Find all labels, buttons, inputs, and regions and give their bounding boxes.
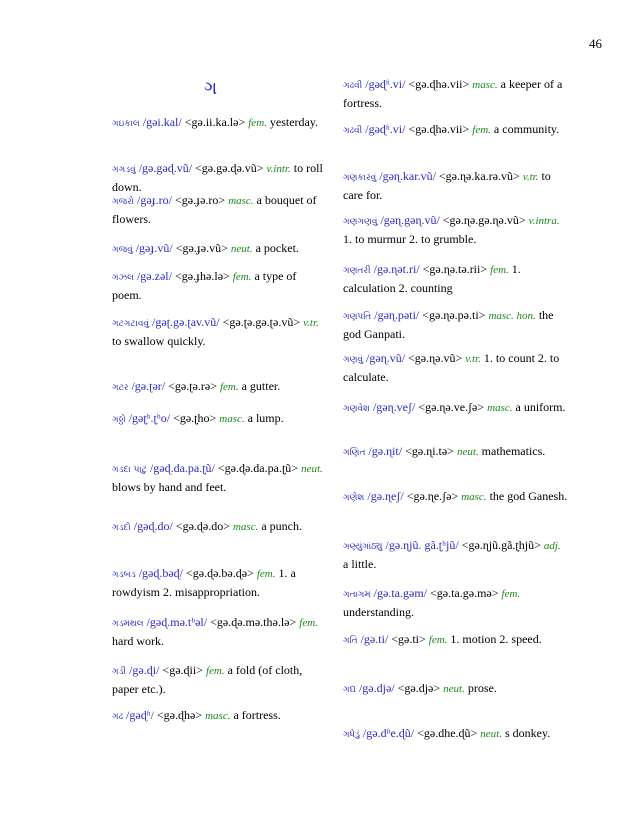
ipa-transcription: /gə.ta.gəm/ [373, 586, 427, 600]
ipa-transcription: /gəɖʱ.vi/ [365, 122, 406, 136]
headword-gujarati: ગણગણવું [343, 217, 378, 227]
ipa-transcription: /gəɳ.pəti/ [374, 308, 420, 322]
syllable-transliteration: <gə.ɖhə.vii> [408, 122, 470, 136]
part-of-speech: fem. [501, 588, 521, 600]
syllable-transliteration: <gə.ta.gə.mə> [430, 586, 499, 600]
headword-gujarati: ગજરો [112, 197, 134, 207]
dictionary-entry [343, 443, 568, 462]
headword-gujarati: ગડમથલ [112, 619, 144, 629]
ipa-transcription: /gə.ɖi/ [129, 663, 160, 677]
dictionary-entry [112, 192, 327, 228]
ipa-transcription: /gəi.kal/ [142, 115, 182, 129]
ipa-transcription: /gəɳ.gəɳ.vũ/ [380, 213, 440, 227]
dictionary-entry [343, 121, 568, 140]
ipa-transcription: /gə.gəɖ.vũ/ [138, 161, 193, 175]
part-of-speech: neut. [480, 728, 502, 740]
syllable-transliteration: <gə.ɳə.pə.ti> [422, 308, 486, 322]
syllable-transliteration: <gə.ɖə.da.pa.ʈ̣ũ> [217, 461, 299, 475]
headword-gujarati: ગટગટાવવું [112, 319, 150, 329]
ipa-transcription: /gəɖʱ/ [126, 708, 154, 722]
dictionary-entry [343, 261, 568, 297]
syllable-transliteration: <gə.djə> [397, 681, 441, 695]
ipa-transcription: /gəɟ.vũ/ [135, 241, 173, 255]
part-of-speech: masc. [219, 413, 245, 425]
ipa-transcription: /gə.ɳjũ. gã.ʈ̣ʰjũ/ [385, 538, 459, 552]
part-of-speech: neut. [230, 243, 253, 255]
syllable-transliteration: <gə.ɳi.tə> [405, 444, 454, 458]
headword-gujarati: ગઝલ [112, 273, 134, 283]
dictionary-entry [112, 565, 327, 601]
ipa-transcription: /gə.ɳət.ri/ [373, 262, 420, 276]
syllable-transliteration: <gə.ɳə.vũ> [408, 351, 463, 365]
part-of-speech: fem. [472, 124, 491, 136]
ipa-transcription: /gəɳ.vũ/ [366, 351, 406, 365]
syllable-transliteration: <gə.ɟə.vũ> [175, 241, 228, 255]
ipa-transcription: /gəɖ.bəɖ/ [138, 566, 184, 580]
part-of-speech: fem. [428, 634, 448, 646]
english-gloss: a bouquet of flowers. [112, 193, 317, 226]
dictionary-entry [343, 585, 568, 621]
syllable-transliteration: <gə.ti> [391, 632, 426, 646]
part-of-speech: masc. [228, 195, 254, 207]
part-of-speech: masc. [461, 491, 487, 503]
english-gloss: hard work. [112, 634, 164, 648]
dictionary-entry [343, 76, 568, 112]
english-gloss: the god Ganesh. [489, 489, 568, 503]
syllable-transliteration: <gə.ɳə.ka.rə.vũ> [438, 169, 520, 183]
part-of-speech: masc. [487, 402, 513, 414]
ipa-transcription: /gəʈ̣ʰ.ʈ̣ʰo/ [128, 411, 171, 425]
section-heading-letter: ગ [204, 78, 218, 98]
dictionary-entry [343, 168, 568, 204]
part-of-speech: fem. [232, 271, 252, 283]
dictionary-entry [343, 725, 568, 744]
english-gloss: a punch. [261, 519, 302, 533]
ipa-transcription: /gəɖ.da.pa.ʈ̣ũ/ [149, 461, 215, 475]
ipa-transcription: /gəɳ.kar.vũ/ [379, 169, 436, 183]
headword-gujarati: ગઢ [112, 712, 124, 722]
ipa-transcription: /gəɖ.mə.tʰəl/ [146, 615, 208, 629]
ipa-transcription: /gəɖ.do/ [133, 519, 173, 533]
english-gloss: to swallow quickly. [112, 334, 206, 348]
part-of-speech: masc. [232, 521, 259, 533]
headword-gujarati: ગઢવી [343, 81, 363, 91]
syllable-transliteration: <gə.ɖii> [162, 663, 203, 677]
dictionary-entry [112, 662, 327, 698]
part-of-speech: v.tr. [465, 353, 481, 365]
dictionary-entry [343, 212, 568, 248]
part-of-speech: fem. [299, 617, 318, 629]
ipa-transcription: /gəɖʱ.vi/ [365, 77, 406, 91]
english-gloss: a little. [343, 557, 377, 571]
dictionary-entry [112, 314, 327, 350]
dictionary-entry [343, 399, 568, 418]
dictionary-entry [343, 488, 568, 507]
english-gloss: a community. [493, 122, 560, 136]
part-of-speech: masc. hon. [488, 310, 536, 322]
english-gloss: a fortress. [233, 708, 281, 722]
english-gloss: a fold (of cloth, paper etc.). [112, 663, 303, 696]
headword-gujarati: ગઢવી [343, 126, 363, 136]
syllable-transliteration: <gə.ɳə.gə.ɳə.vũ> [442, 213, 526, 227]
dictionary-entry [112, 268, 327, 304]
syllable-transliteration: <gə.ʈ̣ho> [173, 411, 217, 425]
part-of-speech: neut. [443, 683, 465, 695]
part-of-speech: neut. [456, 446, 479, 458]
syllable-transliteration: <gə.ɳe.ʃə> [406, 489, 459, 503]
headword-gujarati: ગજવું [112, 245, 133, 255]
dictionary-entry [343, 680, 568, 699]
ipa-transcription: /gə.ɳeʃ/ [367, 489, 404, 503]
syllable-transliteration: <gə.ʈə.gə.ʈə.vũ> [222, 315, 301, 329]
syllable-transliteration: <gə.ʈə.rə> [168, 379, 217, 393]
headword-gujarati: ગડી [112, 667, 127, 677]
headword-gujarati: ગતાગમ [343, 590, 371, 600]
english-gloss: a keeper of a fortress. [343, 77, 563, 110]
english-gloss: 1. a rowdyism 2. misappropriation. [112, 566, 296, 599]
part-of-speech: fem. [256, 568, 276, 580]
part-of-speech: adj. [543, 540, 561, 552]
syllable-transliteration: <gə.ɖhə> [156, 708, 203, 722]
english-gloss: a gutter. [241, 379, 281, 393]
english-gloss: a type of poem. [112, 269, 297, 302]
english-gloss: understanding. [343, 605, 414, 619]
headword-gujarati: ગડદા પાટું [112, 465, 147, 475]
page-number: 46 [589, 36, 602, 51]
dictionary-entry [343, 350, 568, 386]
ipa-transcription: /gəɳ.veʃ/ [372, 400, 416, 414]
dictionary-entry [112, 160, 327, 196]
english-gloss: the god Ganpati. [343, 308, 554, 341]
english-gloss: 1. motion 2. speed. [450, 632, 542, 646]
syllable-transliteration: <gə.ɖə.mə.thə.lə> [210, 615, 297, 629]
ipa-transcription: /gə.zəl/ [136, 269, 172, 283]
headword-gujarati: ગઇકાલ [112, 119, 140, 129]
english-gloss: a uniform. [515, 400, 566, 414]
headword-gujarati: ગણિત [343, 448, 366, 458]
headword-gujarati: ગણ્યુંગાંઠ્યું [343, 542, 383, 552]
part-of-speech: fem. [490, 264, 509, 276]
part-of-speech: masc. [205, 710, 231, 722]
english-gloss: yesterday. [269, 115, 319, 129]
syllable-transliteration: <gə.ɳə.ve.ʃə> [418, 400, 485, 414]
syllable-transliteration: <gə.ɖə.do> [175, 519, 230, 533]
dictionary-entry [112, 240, 327, 259]
headword-gujarati: ગડબડ [112, 570, 136, 580]
ipa-transcription: /gə.djə/ [358, 681, 395, 695]
dictionary-entry [343, 631, 568, 650]
english-gloss: blows by hand and feet. [112, 480, 227, 494]
headword-gujarati: ગણવું [343, 355, 364, 365]
english-gloss: 1. to murmur 2. to grumble. [343, 232, 477, 246]
syllable-transliteration: <gə.ɟhə.lə> [174, 269, 230, 283]
part-of-speech: masc. [472, 79, 498, 91]
dictionary-entry [343, 537, 568, 573]
english-gloss: 1. to count 2. to calculate. [343, 351, 560, 384]
dictionary-entry [112, 378, 327, 397]
syllable-transliteration: <gə.ɟə.ro> [175, 193, 226, 207]
english-gloss: mathematics. [481, 444, 546, 458]
part-of-speech: v.intra. [528, 215, 560, 227]
english-gloss: s donkey. [505, 726, 551, 740]
english-gloss: prose. [467, 681, 497, 695]
english-gloss: to roll down. [112, 161, 323, 194]
part-of-speech: v.intr. [266, 163, 291, 175]
english-gloss: a pocket. [255, 241, 299, 255]
syllable-transliteration: <gə.ɖə.bə.ɖə> [186, 566, 254, 580]
dictionary-entry [112, 518, 327, 537]
syllable-transliteration: <gə.ii.ka.lə> [184, 115, 246, 129]
headword-gujarati: ગતિ [343, 636, 358, 646]
part-of-speech: v.tr. [303, 317, 319, 329]
ipa-transcription: /gə.ti/ [360, 632, 389, 646]
dictionary-entry [343, 307, 568, 343]
dictionary-entry [112, 114, 327, 133]
headword-gujarati: ગણવેશ [343, 404, 370, 414]
ipa-transcription: /gə.dʱe.ɖũ/ [362, 726, 415, 740]
headword-gujarati: ગધેડું [343, 730, 360, 740]
dictionary-entry [112, 707, 327, 726]
syllable-transliteration: <gə.ɖhə.vii> [408, 77, 470, 91]
ipa-transcription: /gəɟ.ro/ [137, 193, 172, 207]
headword-gujarati: ગદ્ય [343, 685, 356, 695]
ipa-transcription: /gə.ɳit/ [368, 444, 403, 458]
dictionary-entry [112, 614, 327, 650]
ipa-transcription: /gə.ʈər/ [131, 379, 166, 393]
headword-gujarati: ગઠ્ઠો [112, 415, 126, 425]
ipa-transcription: /gəʈ.gə.ʈav.vũ/ [152, 315, 220, 329]
part-of-speech: v.tr. [522, 171, 539, 183]
english-gloss: 1. calculation 2. counting [343, 262, 521, 295]
part-of-speech: fem. [248, 117, 267, 129]
headword-gujarati: ગટર [112, 383, 129, 393]
headword-gujarati: ગગડવું [112, 165, 136, 175]
syllable-transliteration: <gə.ɳə.tə.rii> [422, 262, 488, 276]
headword-gujarati: ગણેશ [343, 493, 365, 503]
dictionary-entry [112, 460, 327, 496]
part-of-speech: fem. [219, 381, 239, 393]
english-gloss: to care for. [343, 169, 551, 202]
english-gloss: a lump. [247, 411, 284, 425]
headword-gujarati: ગણપતિ [343, 312, 372, 322]
headword-gujarati: ગણકારવું [343, 173, 377, 183]
part-of-speech: neut. [301, 463, 323, 475]
dictionary-entry [112, 410, 327, 429]
headword-gujarati: ગણતરી [343, 266, 371, 276]
syllable-transliteration: <gə.ɳjũ.gã.ʈ̣hjũ> [461, 538, 541, 552]
part-of-speech: fem. [205, 665, 225, 677]
headword-gujarati: ગડદો [112, 523, 131, 533]
syllable-transliteration: <gə.gə.ɖə.vũ> [195, 161, 264, 175]
syllable-transliteration: <gə.dhe.ɖũ> [417, 726, 478, 740]
